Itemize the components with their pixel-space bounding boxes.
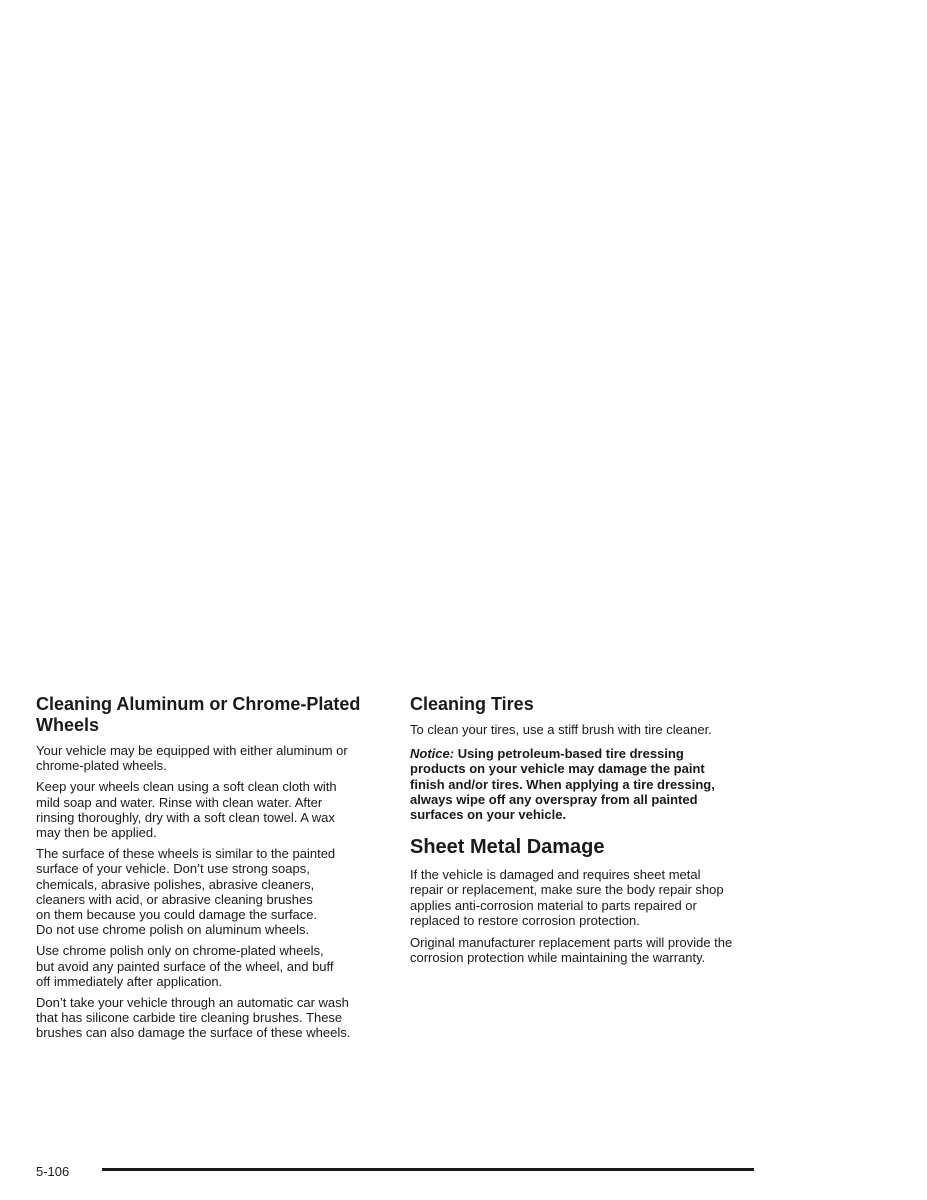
- paragraph-sheet-metal-parts: Original manufacturer replacement parts will provide the corrosion protection while maintaining the warranty.: [410, 935, 733, 966]
- paragraph-sheet-metal-repair: If the vehicle is damaged and requires sheet metal repair or replacement, make sure the body repair shop applies anti-corrosion material to parts repaired or replaced to restore corrosion protection.: [410, 867, 724, 928]
- notice-label: Notice:: [410, 746, 455, 762]
- section-heading-cleaning-tires: Cleaning Tires: [410, 694, 534, 714]
- paragraph-wheels-car-wash: Don’t take your vehicle through an automatic car wash that has silicone carbide tire cleaning brushes. These brushes can also damage the surface of these wheels.: [36, 995, 351, 1041]
- footer-divider: [102, 1168, 754, 1171]
- notice-block: [410, 746, 760, 822]
- section-heading-sheet-metal: Sheet Metal Damage: [410, 836, 605, 859]
- page-number: 5-106: [36, 1164, 70, 1179]
- right-column: [410, 694, 760, 965]
- paragraph-tires: To clean your tires, use a stiff brush with tire cleaner.: [410, 722, 712, 737]
- section-heading-cleaning-wheels: Cleaning Aluminum or Chrome-Plated Wheels: [36, 694, 361, 735]
- notice-text: Using petroleum-based tire dressing products on your vehicle may damage the paint finish and/or tires. When applying a tire dressing, always wipe off any overspray from all painted surfaces on your vehicle.: [410, 746, 715, 823]
- paragraph-wheels-intro: Your vehicle may be equipped with either aluminum or chrome-plated wheels.: [36, 743, 348, 774]
- paragraph-wheels-chrome-polish: Use chrome polish only on chrome-plated wheels, but avoid any painted surface of the wheel, and buff off immediately after application.: [36, 943, 334, 989]
- paragraph-wheels-surface: The surface of these wheels is similar to the painted surface of your vehicle. Don’t use strong soaps, chemicals, abrasive polishes, abrasive cleaners, cleaners with acid, or abrasive cleaning brushes on them because you could damage the surface. Do not use chrome polish on aluminum wheels.: [36, 846, 336, 938]
- left-column: [36, 694, 378, 1047]
- paragraph-wheels-keep-clean: Keep your wheels clean using a soft clean cloth with mild soap and water. Rinse with clean water. After rinsing thoroughly, dry with a soft clean towel. A wax may then be applied.: [36, 779, 337, 841]
